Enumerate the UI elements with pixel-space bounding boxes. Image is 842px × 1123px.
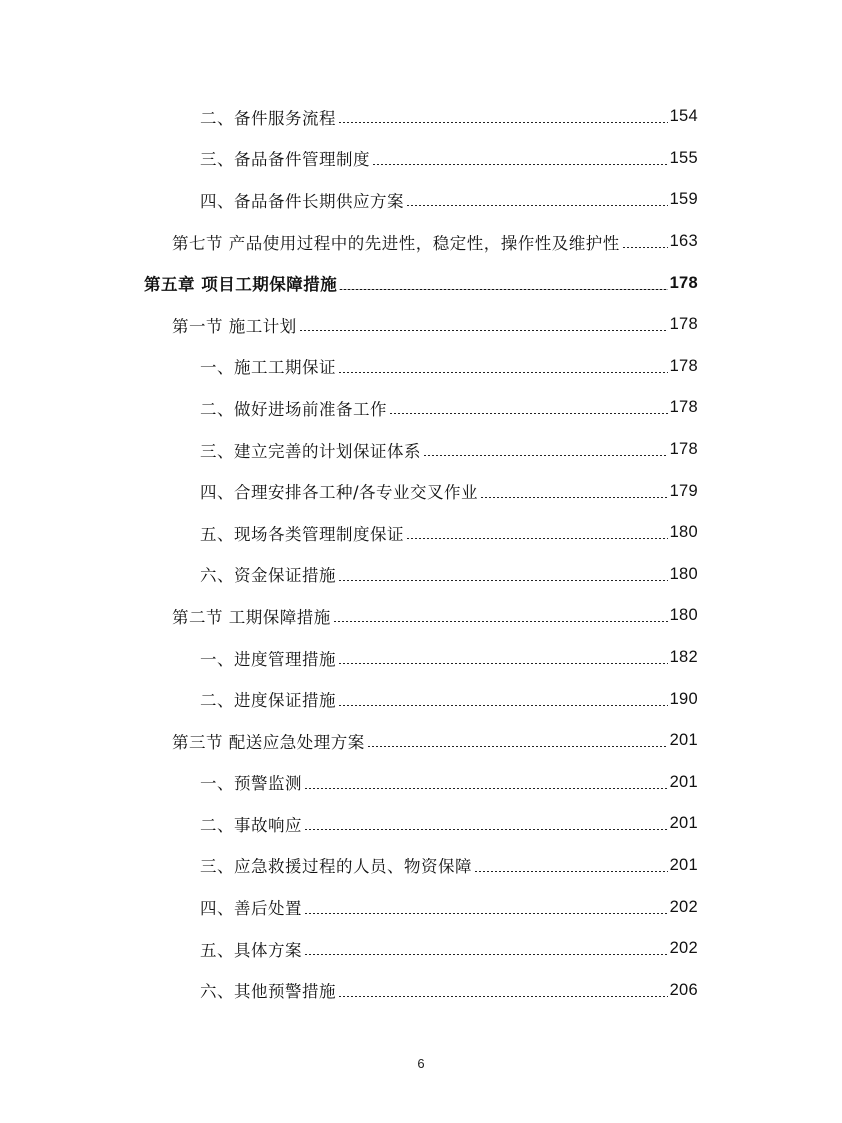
toc-entry-page-number: 201 [669,814,698,833]
toc-dot-leader [372,164,668,165]
toc-dot-leader [480,497,668,498]
toc-entry-title: 六、其他预警措施 [200,982,336,1002]
toc-entry-title: 第五章 项目工期保障措施 [144,275,338,295]
toc-entry[interactable] [0,803,842,845]
toc-dot-leader [338,580,668,581]
toc-dot-leader [304,788,668,789]
toc-entry-title: 一、预警监测 [200,774,302,794]
toc-entry-title: 二、进度保证措施 [200,691,336,711]
toc-entry-page-number: 180 [669,523,698,542]
toc-entry[interactable] [0,138,842,180]
toc-entry-page-number: 190 [669,689,698,708]
toc-entry-title: 二、备件服务流程 [200,108,336,128]
toc-entry[interactable] [0,96,842,138]
toc-entry-page-number: 201 [669,855,698,874]
toc-entry[interactable] [0,720,842,762]
toc-entry[interactable] [0,637,842,679]
toc-dot-leader [339,289,667,290]
toc-dot-leader [389,413,668,414]
toc-entry-title: 四、备品备件长期供应方案 [200,191,404,211]
toc-dot-leader [338,705,668,706]
toc-dot-leader [338,372,668,373]
toc-entry-title: 第三节 配送应急处理方案 [172,732,365,752]
toc-entry[interactable] [0,762,842,804]
toc-entry[interactable] [0,221,842,263]
toc-dot-leader [304,913,668,914]
page-number: 6 [417,1056,425,1071]
toc-entry-page-number: 154 [669,107,698,126]
toc-entry-page-number: 180 [669,564,698,583]
toc-entry[interactable] [0,928,842,970]
toc-entry-page-number: 178 [669,398,698,417]
toc-dot-leader [338,996,668,997]
toc-dot-leader [338,122,668,123]
toc-dot-leader [304,954,668,955]
toc-entry[interactable] [0,512,842,554]
toc-dot-leader [423,455,668,456]
toc-entry-page-number: 155 [669,148,698,167]
toc-entry-page-number: 180 [669,606,698,625]
toc-entry-page-number: 178 [669,440,698,459]
toc-entry-title: 第二节 工期保障措施 [172,607,331,627]
toc-entry[interactable] [0,845,842,887]
toc-entry-page-number: 178 [669,273,698,292]
toc-entry-page-number: 178 [669,315,698,334]
toc-entry-title: 三、应急救援过程的人员、物资保障 [200,857,472,877]
toc-entry-page-number: 178 [669,356,698,375]
toc-entry[interactable] [0,387,842,429]
toc-entry-title: 二、事故响应 [200,815,302,835]
toc-entry-title: 五、现场各类管理制度保证 [200,524,404,544]
toc-entry-page-number: 201 [669,731,698,750]
toc-dot-leader [367,746,668,747]
toc-entry[interactable] [0,304,842,346]
toc-entry-title: 四、善后处置 [200,899,302,919]
toc-entry-title: 四、合理安排各工种/各专业交叉作业 [200,483,479,503]
toc-entry[interactable] [0,886,842,928]
toc-entry[interactable] [0,429,842,471]
toc-entry-page-number: 182 [669,648,698,667]
toc-entry-title: 二、做好进场前准备工作 [200,399,387,419]
toc-entry-page-number: 179 [669,481,698,500]
toc-entry-page-number: 201 [669,772,698,791]
toc-dot-leader [622,247,668,248]
toc-entry-title: 三、建立完善的计划保证体系 [200,441,421,461]
toc-entry-page-number: 159 [669,190,698,209]
toc-entry-page-number: 163 [669,232,698,251]
toc-dot-leader [338,663,668,664]
toc-entry-title: 六、资金保证措施 [200,566,336,586]
toc-dot-leader [333,621,668,622]
toc-entry[interactable] [0,554,842,596]
toc-entry[interactable] [0,262,842,304]
toc-dot-leader [474,871,668,872]
toc-dot-leader [406,538,668,539]
toc-entry-page-number: 202 [669,897,698,916]
toc-entry[interactable] [0,595,842,637]
toc-entry[interactable] [0,678,842,720]
toc-entry-title: 一、进度管理措施 [200,649,336,669]
toc-entry-title: 第七节 产品使用过程中的先进性，稳定性，操作性及维护性 [172,233,620,253]
toc-entry[interactable] [0,470,842,512]
toc-entry-title: 三、备品备件管理制度 [200,150,370,170]
toc-entry-title: 第一节 施工计划 [172,316,297,336]
toc-dot-leader [406,205,668,206]
toc-entry-page-number: 202 [669,939,698,958]
toc-entry-page-number: 206 [669,980,698,999]
toc-entry-title: 五、具体方案 [200,940,302,960]
toc-entry-title: 一、施工工期保证 [200,358,336,378]
toc-entry[interactable] [0,179,842,221]
table-of-contents [0,96,842,1011]
toc-dot-leader [299,330,668,331]
toc-dot-leader [304,829,668,830]
toc-entry[interactable] [0,346,842,388]
toc-entry[interactable] [0,969,842,1011]
